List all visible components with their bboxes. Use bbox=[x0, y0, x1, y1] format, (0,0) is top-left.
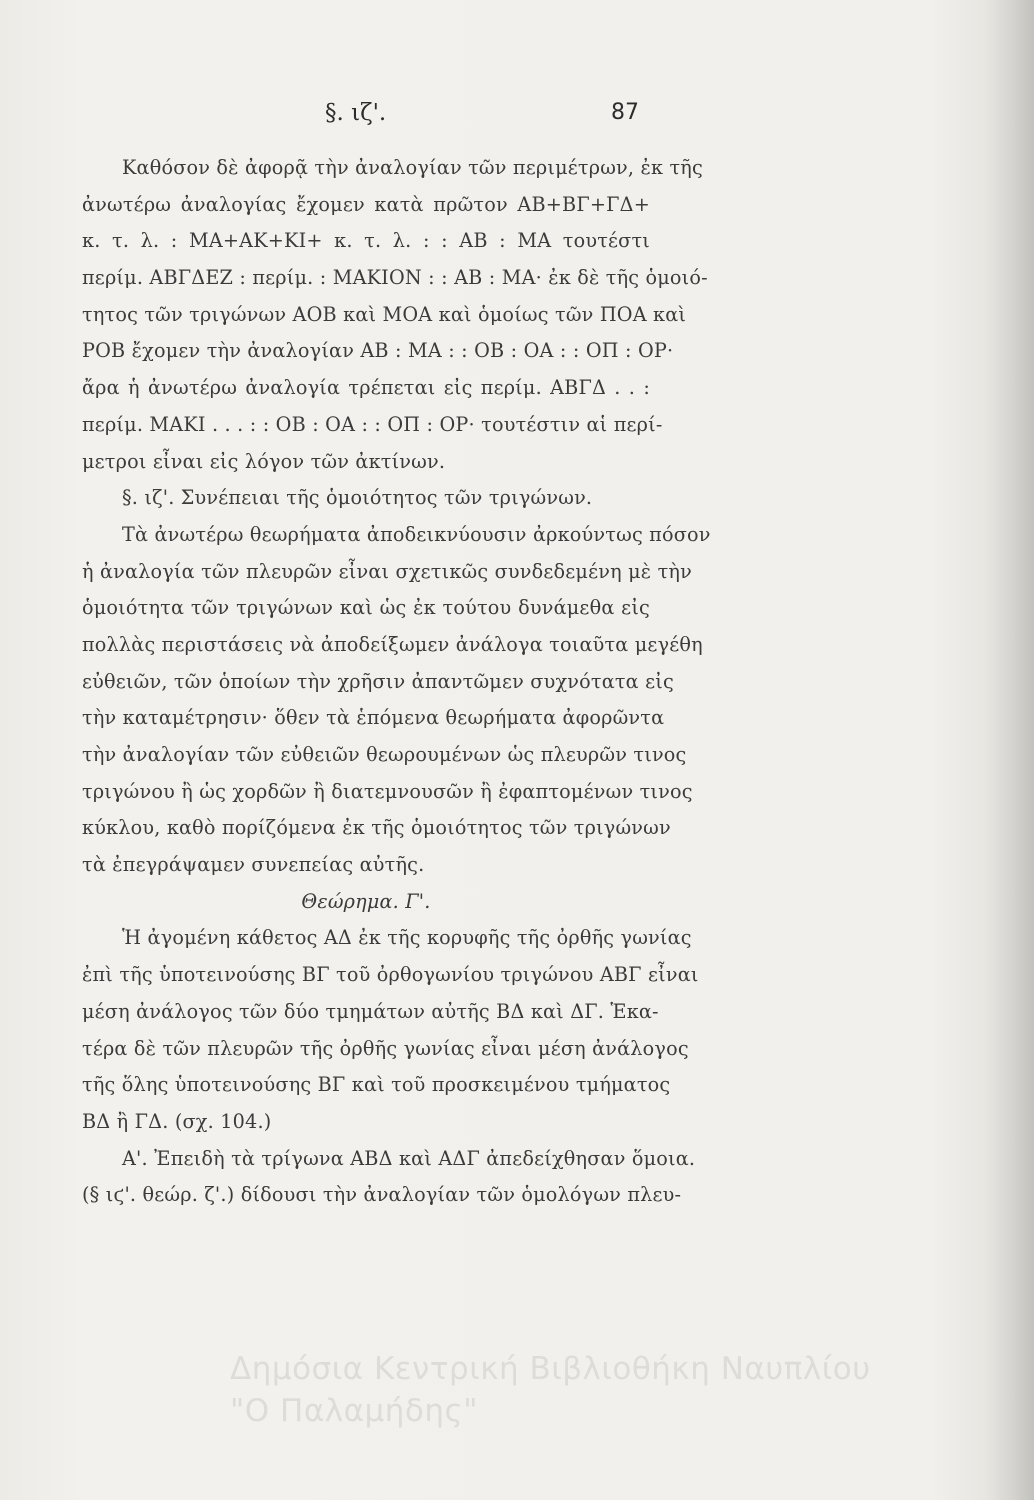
watermark-line-1: Δημόσια Κεντρική Βιβλιοθήκη Ναυπλίου bbox=[230, 1351, 871, 1387]
text-line: τριγώνου ἢ ὡς χορδῶν ἢ διατεμνουσῶν ἢ ἐφαπτομένων τινος bbox=[82, 779, 693, 803]
theorem-heading: Θεώρημα. Γ'. bbox=[301, 889, 431, 913]
text-line: τητος τῶν τριγώνων ΑΟΒ καὶ ΜΟΑ καὶ ὁμοίως τῶν ΠΟΑ καὶ bbox=[82, 302, 687, 326]
text-line: Τὰ ἀνωτέρω θεωρήματα ἀποδεικνύουσιν ἀρκούντως πόσον bbox=[122, 522, 711, 546]
text-line: ΡΟΒ ἔχομεν τὴν ἀναλογίαν ΑΒ : ΜΑ : : ΟΒ : ΟΑ : : ΟΠ : ΟΡ· bbox=[82, 339, 674, 363]
text-line: ἄρα ἡ ἀνωτέρω ἀναλογία τρέπεται εἰς περίμ. ΑΒΓΔ . . : bbox=[82, 376, 650, 400]
text-line: περίμ. ΑΒΓΔΕΖ : περίμ. : ΜΑΚΙΟΝ : : ΑΒ : ΜΑ· ἐκ δὲ τῆς ὁμοιό- bbox=[82, 266, 708, 290]
text-line: τὴν ἀναλογίαν τῶν εὐθειῶν θεωρουμένων ὡς πλευρῶν τινος bbox=[82, 743, 687, 766]
text-line: Ἡ ἀγομένη κάθετος ΑΔ ἐκ τῆς κορυφῆς τῆς ὀρθῆς γωνίας bbox=[122, 926, 692, 950]
section-mark: §. ιζ'. bbox=[325, 100, 387, 126]
text-line: κ. τ. λ. : ΜΑ+ΑΚ+ΚΙ+ κ. τ. λ. : : ΑΒ : ΜΑ τουτέστι bbox=[82, 229, 650, 253]
text-line: (§ ιϛ'. θεώρ. ζ'.) δίδουσι τὴν ἀναλογίαν τῶν ὁμολόγων πλευ- bbox=[82, 1183, 682, 1207]
page-header bbox=[0, 100, 1034, 134]
page-number: 87 bbox=[611, 100, 639, 125]
text-line: ἀνωτέρω ἀναλογίας ἔχομεν κατὰ πρῶτον ΑΒ+ΒΓ+ΓΔ+ bbox=[82, 192, 650, 216]
text-line: τὴν καταμέτρησιν· ὅθεν τὰ ἑπόμενα θεωρήματα ἀφορῶντα bbox=[82, 706, 665, 730]
page-edge-shadow bbox=[984, 0, 1034, 1500]
text-line: Καθόσον δὲ ἀφορᾷ τὴν ἀναλογίαν τῶν περιμέτρων, ἐκ τῆς bbox=[122, 156, 703, 179]
section-heading: §. ιζ'. Συνέπειαι τῆς ὁμοιότητος τῶν τριγώνων. bbox=[122, 486, 593, 510]
library-watermark bbox=[230, 1348, 1010, 1432]
text-line: τὰ ἐπεγράψαμεν συνεπείας αὐτῆς. bbox=[82, 853, 425, 877]
text-line: τῆς ὅλης ὑποτεινούσης ΒΓ καὶ τοῦ προσκειμένου τμήματος bbox=[82, 1073, 671, 1097]
text-line: τέρα δὲ τῶν πλευρῶν τῆς ὀρθῆς γωνίας εἶναι μέση ἀνάλογος bbox=[82, 1036, 689, 1060]
text-line: πολλὰς περιστάσεις νὰ ἀποδείξωμεν ἀνάλογα τοιαῦτα μεγέθη bbox=[82, 632, 703, 656]
text-line: ὁμοιότητα τῶν τριγώνων καὶ ὡς ἐκ τούτου δυνάμεθα εἰς bbox=[82, 596, 650, 620]
text-line: μέση ἀνάλογος τῶν δύο τμημάτων αὐτῆς ΒΔ καὶ ΔΓ. Ἑκα- bbox=[82, 999, 659, 1023]
text-line: Α'. Ἐπειδὴ τὰ τρίγωνα ΑΒΔ καὶ ΑΔΓ ἀπεδείχθησαν ὅμοια. bbox=[122, 1146, 696, 1170]
text-line: ΒΔ ἢ ΓΔ. (σχ. 104.) bbox=[82, 1109, 272, 1133]
watermark-line-2: "Ο Παλαμήδης" bbox=[230, 1393, 478, 1429]
text-line: περίμ. ΜΑΚΙ . . . : : ΟΒ : ΟΑ : : ΟΠ : ΟΡ· τουτέστιν αἱ περί- bbox=[82, 412, 663, 436]
text-line: εὐθειῶν, τῶν ὁποίων τὴν χρῆσιν ἀπαντῶμεν συχνότατα εἰς bbox=[82, 669, 674, 693]
text-line: ἡ ἀναλογία τῶν πλευρῶν εἶναι σχετικῶς συνδεδεμένη μὲ τὴν bbox=[82, 559, 692, 583]
text-line: κύκλου, καθὸ πορίζόμενα ἐκ τῆς ὁμοιότητος τῶν τριγώνων bbox=[82, 816, 671, 840]
text-line: ἐπὶ τῆς ὑποτεινούσης ΒΓ τοῦ ὀρθογωνίου τριγώνου ΑΒΓ εἶναι bbox=[82, 963, 699, 987]
text-line: μετροι εἶναι εἰς λόγον τῶν ἀκτίνων. bbox=[82, 449, 446, 473]
body-text bbox=[82, 150, 711, 1214]
